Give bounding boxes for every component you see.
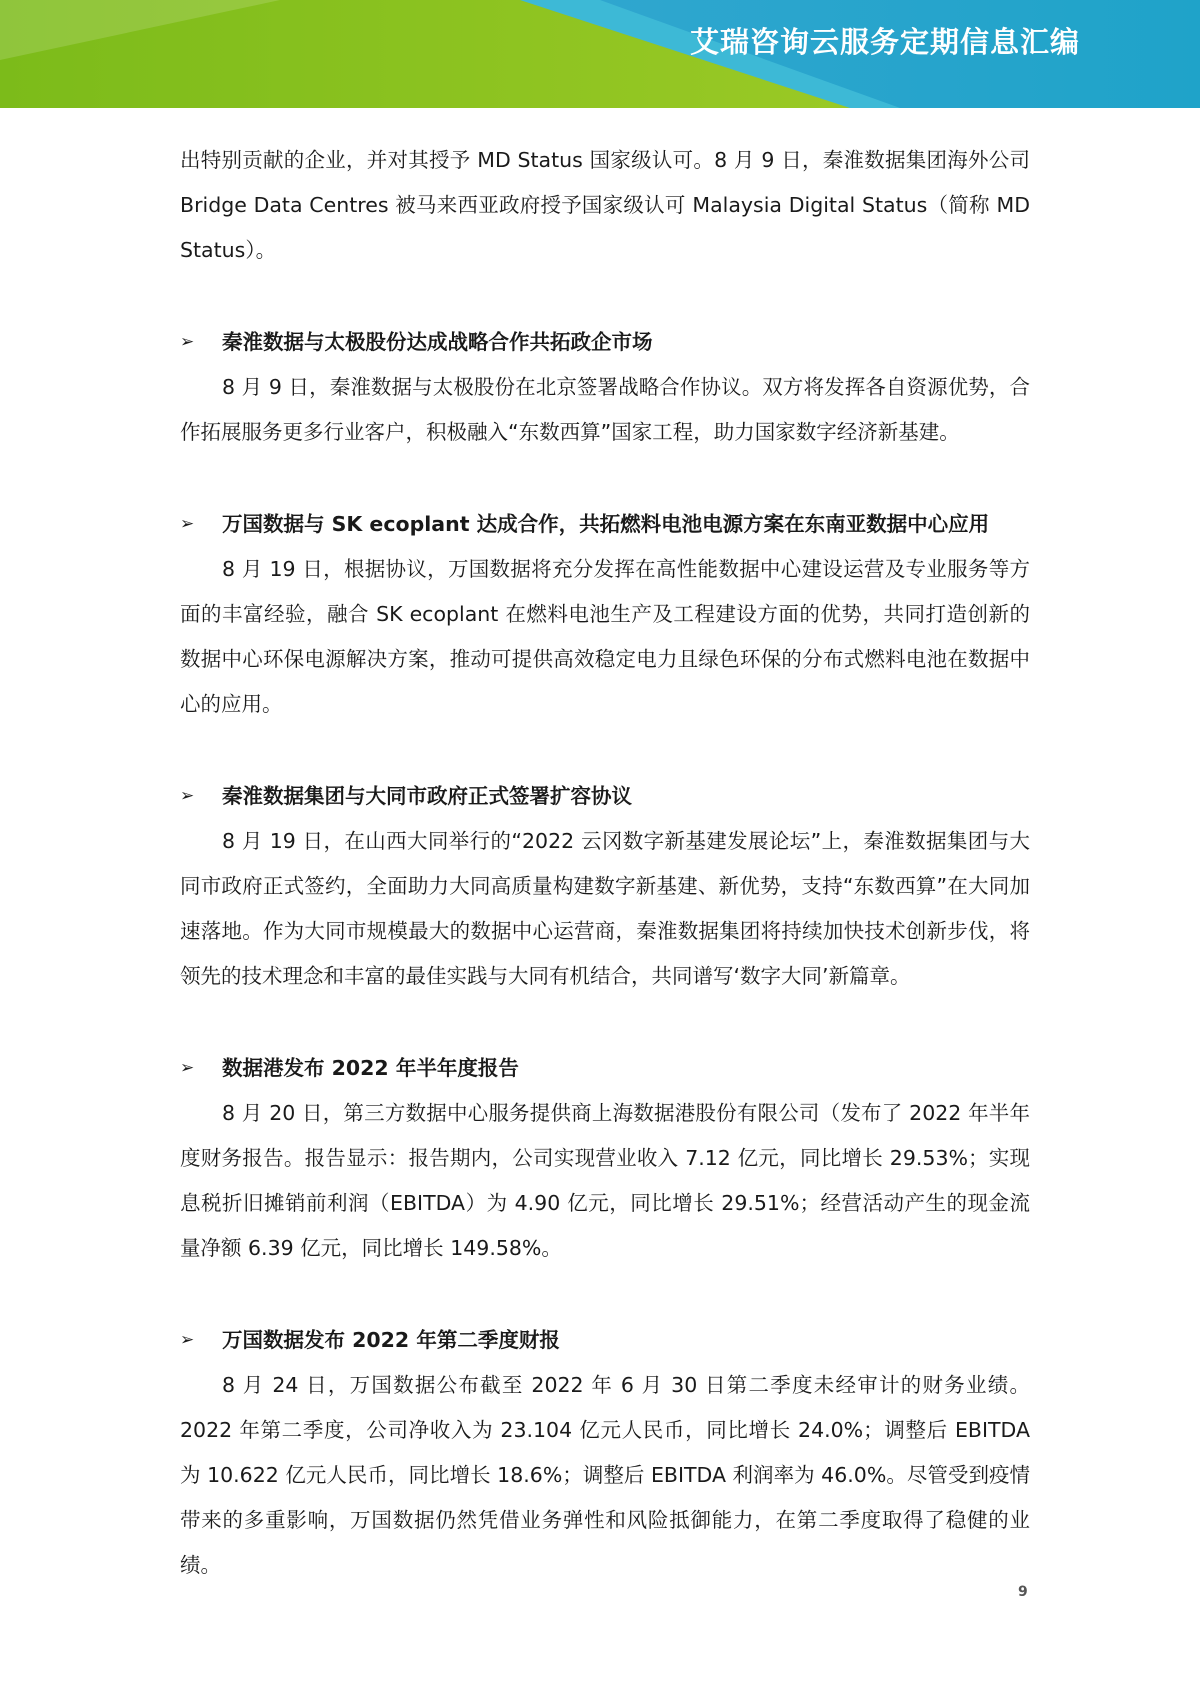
section-body: 8 月 19 日，在山西大同举行的“2022 云冈数字新基建发展论坛”上，秦淮数据集团与大同市政府正式签约，全面助力大同高质量构建数字新基建、新优势，支持“东数西算”在大同加速落地。作为大同市规模最大的数据中心运营商，秦淮数据集团将持续加快技术创新步伐，将领先的技术理念和丰富的最佳实践与大同有机结合，共同谱写‘数字大同’新篇章。 (180, 829, 1030, 988)
section-heading-text: 数据港发布 2022 年半年度报告 (222, 1056, 519, 1080)
section-heading-text: 秦淮数据集团与大同市政府正式签署扩容协议 (222, 784, 632, 808)
section-body: 8 月 24 日，万国数据公布截至 2022 年 6 月 30 日第二季度未经审计的财务业绩。2022 年第二季度，公司净收入为 23.104 亿元人民币，同比增长 24.0%；调整后 EBITDA 为 10.622 亿元人民币，同比增长 18.6%；调整后 EBITDA 利润率为 46.0%。尽管受到疫情带来的多重影响，万国数据仍然凭借业务弹性和风险抵御能力，在第二季度取得了稳健的业绩。 (180, 1373, 1030, 1577)
section-heading (180, 502, 1030, 547)
section-body: 8 月 9 日，秦淮数据与太极股份在北京签署战略合作协议。双方将发挥各自资源优势，合作拓展服务更多行业客户，积极融入“东数西算”国家工程，助力国家数字经济新基建。 (180, 375, 1030, 444)
document-body (180, 138, 1030, 1588)
header-title: 艾瑞咨询云服务定期信息汇编 (689, 25, 1080, 59)
arrow-bullet-icon: ➢ (180, 1330, 195, 1350)
intro-paragraph: 出特别贡献的企业，并对其授予 MD Status 国家级认可。8 月 9 日，秦淮数据集团海外公司 Bridge Data Centres 被马来西亚政府授予国家级认可 Malaysia Digital Status（简称 MD Status）。 (180, 148, 1030, 262)
arrow-bullet-icon: ➢ (180, 514, 195, 534)
section-heading (180, 1046, 1030, 1091)
header-banner (0, 0, 1200, 108)
section-heading-text: 万国数据发布 2022 年第二季度财报 (222, 1328, 560, 1352)
news-section (180, 320, 1030, 455)
section-body: 8 月 19 日，根据协议，万国数据将充分发挥在高性能数据中心建设运营及专业服务等方面的丰富经验，融合 SK ecoplant 在燃料电池生产及工程建设方面的优势，共同打造创新的数据中心环保电源解决方案，推动可提供高效稳定电力且绿色环保的分布式燃料电池在数据中心的应用。 (180, 557, 1030, 716)
section-heading (180, 1318, 1030, 1363)
section-heading (180, 320, 1030, 365)
news-section (180, 774, 1030, 999)
news-section (180, 502, 1030, 727)
news-section (180, 1318, 1030, 1588)
news-section (180, 1046, 1030, 1271)
page-number: 9 (1018, 1584, 1028, 1600)
section-heading-text: 万国数据与 SK ecoplant 达成合作，共拓燃料电池电源方案在东南亚数据中心应用 (222, 512, 990, 536)
arrow-bullet-icon: ➢ (180, 1058, 195, 1078)
arrow-bullet-icon: ➢ (180, 786, 195, 806)
arrow-bullet-icon: ➢ (180, 332, 195, 352)
section-body: 8 月 20 日，第三方数据中心服务提供商上海数据港股份有限公司（发布了 2022 年半年度财务报告。报告显示：报告期内，公司实现营业收入 7.12 亿元，同比增长 29.53%；实现息税折旧摊销前利润（EBITDA）为 4.90 亿元，同比增长 29.51%；经营活动产生的现金流量净额 6.39 亿元，同比增长 149.58%。 (180, 1101, 1030, 1260)
section-heading-text: 秦淮数据与太极股份达成战略合作共拓政企市场 (222, 330, 653, 354)
section-heading (180, 774, 1030, 819)
